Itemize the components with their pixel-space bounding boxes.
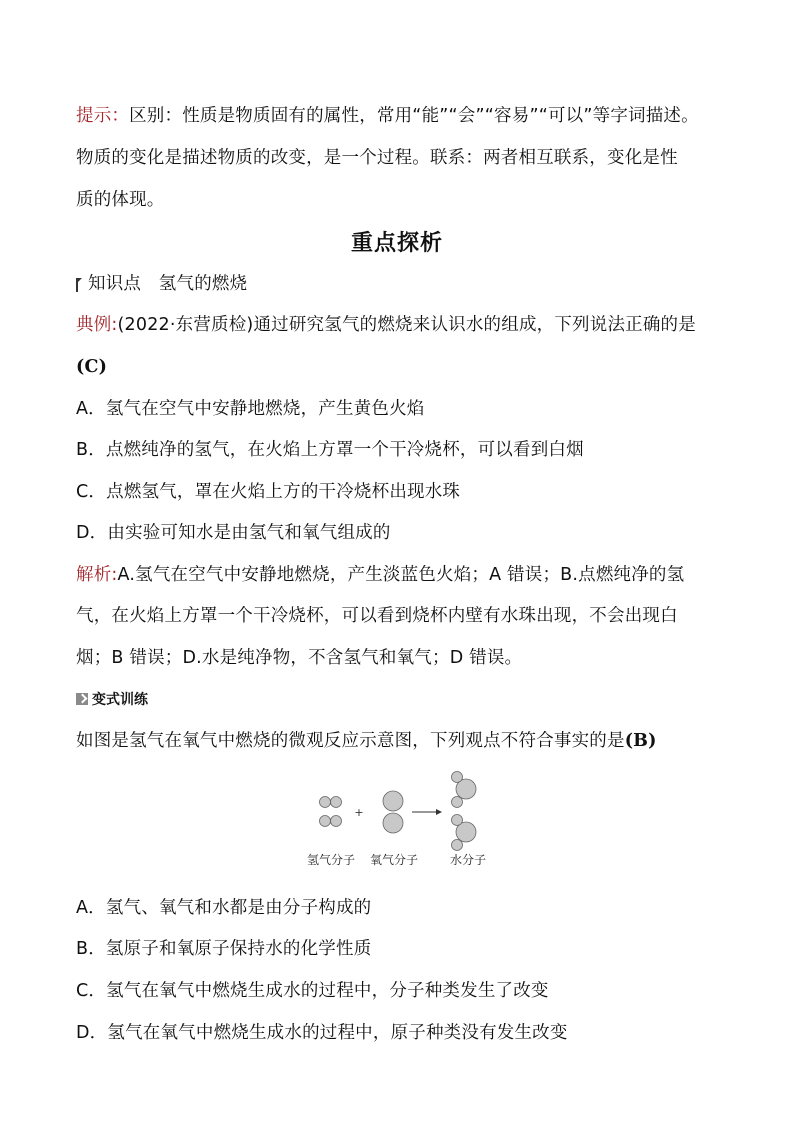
variant-heading: [76, 690, 148, 710]
h-atom: [452, 797, 463, 808]
variant-option-d: D．氢气在氧气中燃烧生成水的过程中，原子种类没有发生改变: [76, 1023, 568, 1043]
o-atom: [383, 791, 403, 811]
variant-question-text: 如图是氢气在氧气中燃烧的微观反应示意图，下列观点不符合事实的是: [76, 731, 625, 751]
example-answer: (C): [76, 357, 108, 377]
example-option-a: A．氢气在空气中安静地燃烧，产生黄色火焰: [76, 399, 425, 419]
h2o-label: 水分子: [449, 853, 487, 867]
analysis-line-3: 烟；B 错误；D.水是纯净物，不含氢气和氧气；D 错误。: [76, 648, 523, 668]
variant-option-a: A．氢气、氧气和水都是由分子构成的: [76, 898, 372, 918]
example-label: 典例:: [76, 315, 118, 335]
h-atom: [320, 797, 331, 808]
analysis-line-2: 气，在火焰上方罩一个干冷烧杯，可以看到烧杯内壁有水珠出现，不会出现白: [76, 606, 678, 626]
variant-option-b: B．氢原子和氧原子保持水的化学性质: [76, 939, 372, 959]
section-title: 重点探析: [350, 231, 443, 256]
analysis-text-1: A.氢气在空气中安静地燃烧，产生淡蓝色火焰；A 错误；B.点燃纯净的氢: [117, 565, 685, 585]
h-atom: [331, 797, 342, 808]
hint-label: 提示：: [76, 106, 130, 126]
o-atom: [383, 813, 403, 833]
plus-sign: +: [354, 806, 364, 819]
h2-label: 氢气分子: [306, 853, 356, 867]
h-atom: [452, 840, 463, 851]
variant-icon: [76, 693, 88, 705]
knowledge-point: [76, 272, 247, 296]
variant-option-c: C．氢气在氧气中燃烧生成水的过程中，分子种类发生了改变: [76, 981, 549, 1001]
example-option-c: C．点燃氢气，罩在火焰上方的干冷烧杯出现水珠: [76, 482, 461, 502]
hint-text-1: 区别：性质是物质固有的属性，常用“能”“会”“容易”“可以”等字词描述。: [129, 106, 699, 126]
variant-label: 变式训练: [92, 692, 148, 708]
example-question: [76, 313, 696, 337]
hint-line-3: 质的体现。: [76, 190, 165, 210]
reaction-arrow: [412, 809, 442, 815]
analysis-line-1: [76, 563, 684, 587]
flag-icon: [76, 278, 82, 290]
knowledge-label: 知识点 氢气的燃烧: [88, 274, 248, 294]
variant-answer: (B): [624, 731, 657, 751]
h-atom: [331, 816, 342, 827]
hint-line-1: [76, 104, 699, 128]
variant-question: [76, 729, 657, 753]
example-option-d: D．由实验可知水是由氢气和氧气组成的: [76, 523, 391, 543]
hint-line-2: 物质的变化是描述物质的改变，是一个过程。联系：两者相互联系，变化是性: [76, 148, 678, 168]
h-atom: [452, 815, 463, 826]
h-atom: [452, 772, 463, 783]
analysis-label: 解析:: [76, 565, 118, 585]
example-question-text: (2022·东营质检)通过研究氢气的燃烧来认识水的组成，下列说法正确的是: [117, 315, 696, 335]
water-molecules: [452, 772, 477, 851]
example-option-b: B．点燃纯净的氢气，在火焰上方罩一个干冷烧杯，可以看到白烟: [76, 440, 584, 460]
o2-label: 氧气分子: [369, 853, 419, 867]
reaction-diagram: [300, 768, 500, 872]
hydrogen-molecules: [320, 797, 342, 827]
h-atom: [320, 816, 331, 827]
oxygen-molecule: [383, 791, 403, 833]
